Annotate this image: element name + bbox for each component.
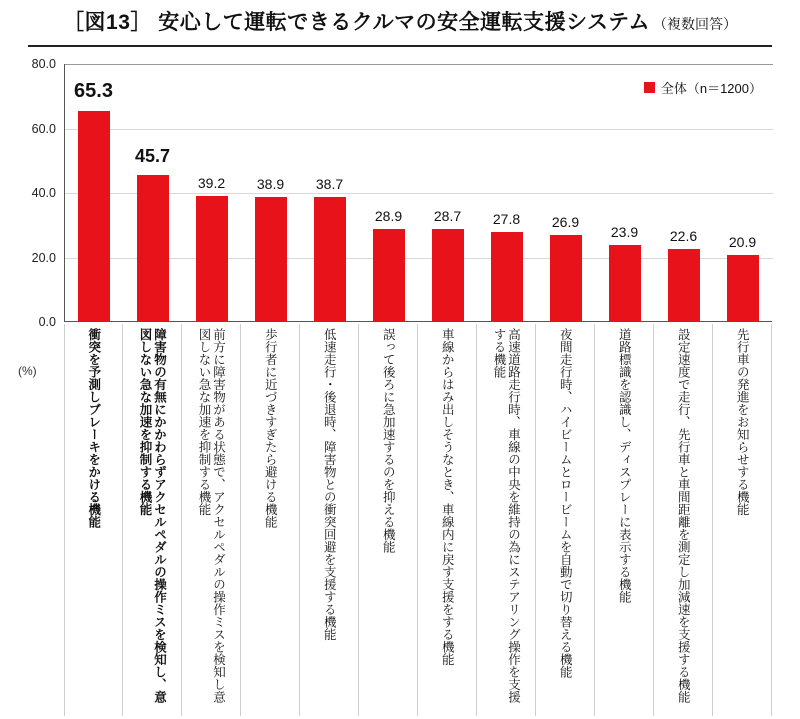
category-label: 道路標識を認識し、ディスプレーに表示する機能 (617, 328, 632, 603)
bar[interactable] (314, 197, 346, 322)
category-cell (123, 324, 182, 716)
bar[interactable] (78, 111, 110, 322)
bar[interactable] (137, 175, 169, 322)
category-cell (654, 324, 713, 716)
category-cell (241, 324, 300, 716)
bar[interactable] (491, 232, 523, 322)
bar[interactable] (255, 197, 287, 322)
category-cell (536, 324, 595, 716)
category-label: 前方に障害物がある状態で、アクセルペダルの操作ミスを検知し意図しない急な加速を抑制する機能 (197, 328, 226, 703)
category-label: 車線からはみ出しそうなとき、車線内に戻す支援をする機能 (440, 328, 455, 666)
page-title-note: （複数回答） (652, 16, 737, 32)
bar-value-label: 26.9 (551, 214, 580, 231)
page-title: ［図13］ 安心して運転できるクルマの安全運転支援システム (63, 11, 650, 34)
bar-value-label: 28.9 (374, 207, 403, 224)
bar-value-label: 38.7 (315, 176, 344, 193)
y-tick-label: 0.0 (38, 315, 56, 329)
y-tick-label: 40.0 (31, 186, 56, 200)
category-labels (64, 324, 772, 716)
bar[interactable] (727, 255, 759, 322)
bar-value-label: 65.3 (74, 80, 113, 103)
bar-value-label: 22.6 (669, 228, 698, 245)
bar-value-label: 20.9 (728, 233, 757, 250)
bar-value-label: 27.8 (492, 211, 521, 228)
category-label: 衝突を予測しブレーキをかける機能 (86, 328, 101, 528)
bar-value-label: 39.2 (197, 174, 226, 191)
y-tick-label: 20.0 (31, 250, 56, 265)
y-tick-label: 60.0 (31, 121, 56, 136)
category-cell (418, 324, 477, 716)
category-cell (64, 324, 123, 716)
bar-value-label: 45.7 (134, 145, 171, 166)
bar[interactable] (668, 249, 700, 322)
category-cell (713, 324, 772, 716)
bar[interactable] (550, 235, 582, 322)
chart-title (0, 6, 800, 36)
title-divider (28, 45, 772, 47)
category-cell (300, 324, 359, 716)
bar[interactable] (373, 229, 405, 322)
bar-value-label: 28.7 (433, 208, 462, 225)
category-cell (182, 324, 241, 716)
category-label: 設定速度で走行、先行車と車間距離を測定し加減速を支援する機能 (676, 328, 691, 703)
category-label: 夜間走行時、ハイビームとロービームを自動で切り替える機能 (558, 328, 573, 678)
bar-series (64, 64, 772, 322)
bar-value-label: 38.9 (256, 175, 285, 192)
category-label: 誤って後ろに急加速するのを抑える機能 (381, 328, 396, 553)
category-label: 歩行者に近づきすぎたら避ける機能 (263, 328, 278, 528)
category-label: 障害物の有無にかかわらずアクセルペダルの操作ミスを検知し、意図しない急な加速を抑制する機能 (138, 328, 167, 703)
category-label: 先行車の発進をお知らせする機能 (735, 328, 750, 516)
legend-label: 全体（n＝1200） (660, 81, 762, 96)
category-cell (477, 324, 536, 716)
bar[interactable] (196, 196, 228, 322)
y-tick-label: 80.0 (31, 57, 56, 71)
category-label: 高速道路走行時、車線の中央を維持の為にステアリング操作を支援する機能 (492, 328, 521, 703)
y-axis-unit-label: (%) (18, 364, 37, 378)
category-label: 低速走行・後退時、障害物との衝突回避を支援する機能 (322, 328, 337, 641)
bar-value-label: 23.9 (610, 223, 639, 240)
category-cell (595, 324, 654, 716)
bar[interactable] (609, 245, 641, 322)
category-cell (359, 324, 418, 716)
bar[interactable] (432, 229, 464, 322)
